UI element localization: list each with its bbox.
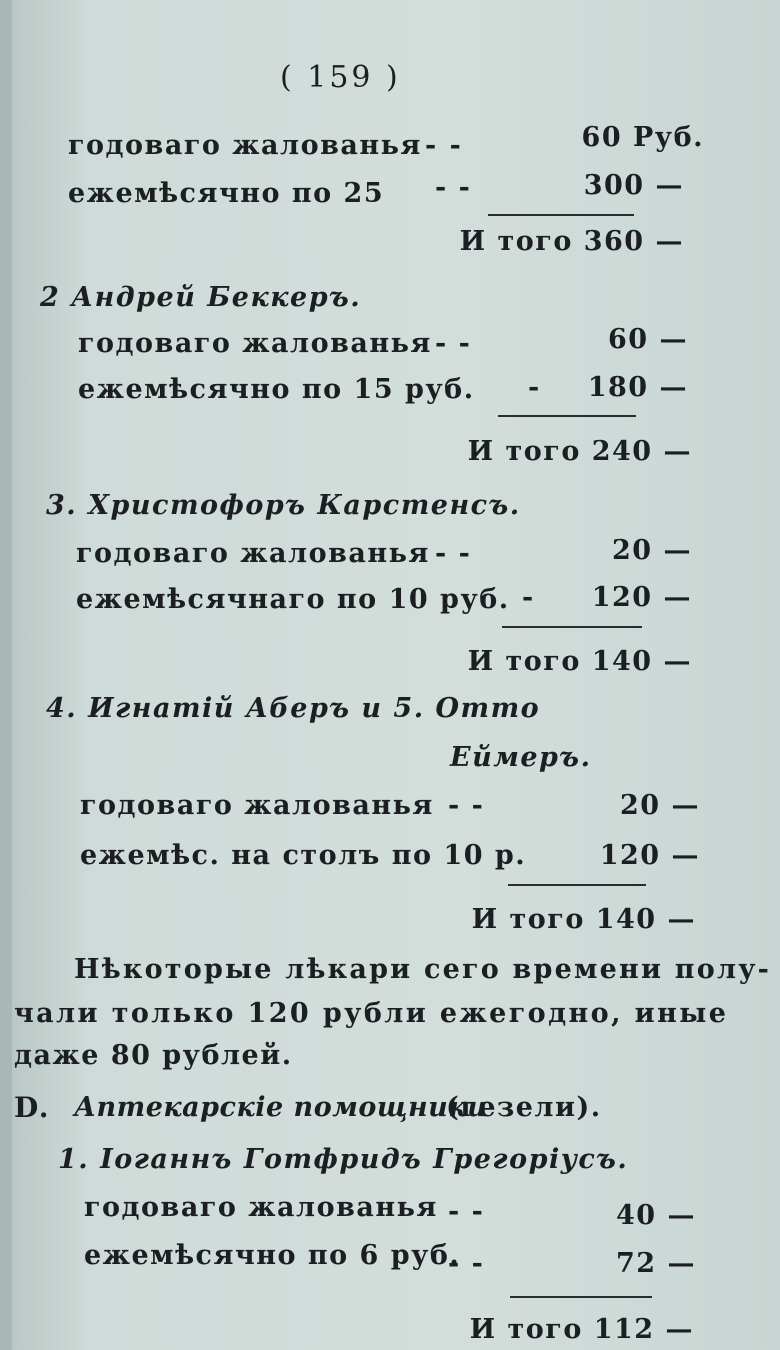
section-letter: D. <box>14 1091 51 1124</box>
entry-dashes: - <box>522 582 535 613</box>
paragraph-line: Нѣкоторые лѣкари сего времени полу- <box>74 954 772 985</box>
entry-amount: 40 — <box>616 1200 696 1231</box>
entry-label: ежемѣсячно по 25 <box>68 178 385 209</box>
entry-label: годоваго жалованья <box>80 790 434 821</box>
entry-total: И того 240 — <box>467 436 692 467</box>
entry-dashes: - - <box>448 1248 485 1279</box>
entry-title-continuation: Еймеръ. <box>450 742 592 773</box>
entry-total: И того 112 — <box>469 1314 694 1345</box>
entry-dashes: - - <box>448 1196 485 1227</box>
entry-dashes: - - <box>448 790 485 821</box>
paragraph-line: даже 80 рублей. <box>14 1040 293 1071</box>
entry-dashes: - - <box>435 538 472 569</box>
entry-label: ежемѣсячно по 6 руб. <box>84 1240 461 1271</box>
entry-title: 1. Іоганнъ Готфридъ Грегоріусъ. <box>58 1144 629 1175</box>
sum-rule <box>488 214 634 216</box>
entry-dashes: - - <box>435 328 472 359</box>
entry-amount: 180 — <box>587 372 688 403</box>
section-heading: Аптекарскіе помощники <box>74 1092 488 1123</box>
entry-label: годоваго жалованья <box>76 538 430 569</box>
section-heading-paren: (гезели). <box>446 1092 602 1123</box>
entry-total: И того 360 — <box>459 226 684 257</box>
sum-rule <box>498 415 636 417</box>
entry-total: И того 140 — <box>471 904 696 935</box>
page-edge-shadow <box>0 0 12 1350</box>
entry-amount: 20 — <box>612 535 692 566</box>
page-number: ( 159 ) <box>280 60 401 95</box>
entry-amount: 120 — <box>591 582 692 613</box>
entry-amount: 60 Руб. <box>581 122 704 153</box>
entry-label: годоваго жалованья <box>78 328 432 359</box>
sum-rule <box>502 626 642 628</box>
entry-dashes: - - <box>435 172 472 203</box>
entry-amount: 72 — <box>616 1248 696 1279</box>
entry-label: годоваго жалованья <box>84 1192 438 1223</box>
entry-label: ежемѣсячно по 15 руб. <box>78 374 475 405</box>
entry-dashes: - <box>528 372 541 403</box>
entry-label: ежемѣсячнаго по 10 руб. <box>76 584 510 615</box>
entry-amount: 60 — <box>608 324 688 355</box>
entry-amount: 120 — <box>599 840 700 871</box>
entry-label: ежемѣс. на столъ по 10 р. <box>80 840 527 871</box>
entry-amount: 20 — <box>620 790 700 821</box>
sum-rule <box>510 1296 652 1298</box>
entry-title: 3. Христофоръ Карстенсъ. <box>46 490 521 521</box>
entry-label: годоваго жалованья <box>68 130 422 161</box>
entry-dashes: - - <box>425 130 463 161</box>
entry-total: И того 140 — <box>467 646 692 677</box>
entry-title: 4. Игнатій Аберъ и 5. Отто <box>46 693 541 724</box>
entry-title: 2 Андрей Беккеръ. <box>40 282 362 313</box>
sum-rule <box>508 884 646 886</box>
entry-amount: 300 — <box>583 170 684 201</box>
paragraph-line: чали только 120 рубли ежегодно, иные <box>14 998 729 1029</box>
